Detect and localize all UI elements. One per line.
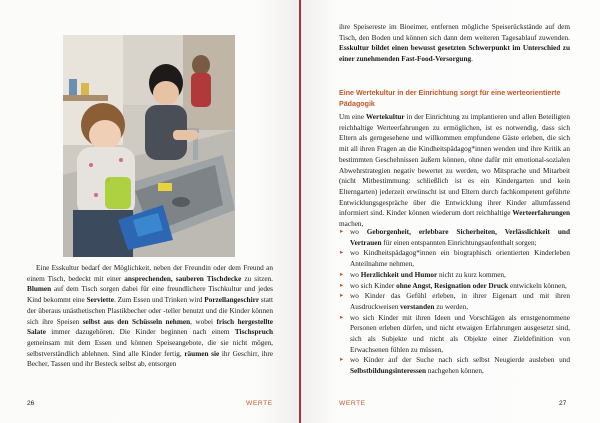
text-run: zu sitzen. bbox=[241, 274, 273, 283]
text-run: immer dazugehören. Die Kinder beginnen nach einem bbox=[45, 328, 235, 337]
page-number-right: 27 bbox=[559, 400, 567, 407]
text-run: wo Kinder auf der Suche nach sich selbst Neugierde ausleben und bbox=[350, 356, 570, 365]
text-run: ihre Speisereste im Bioeimer, entfernen mögliche Speiserückstände auf dem Tisch, den Boden und können sich dann dem weiteren Tagesablauf zuwenden. bbox=[339, 23, 570, 42]
bold-text-run: Wertekultur bbox=[365, 113, 405, 121]
bold-text-run: Serviette bbox=[86, 296, 114, 305]
text-run: wo sich Kinder mit ihren Ideen und Vorschlägen als ernstgenommene Personen erleben dürfen, und nicht etwaigen Erfahrungen ausgesetzt sind, sich als Subjekte und nicht als Objekte einer Zieldefinition von Erwachsenen fühlen zu müssen, bbox=[350, 313, 570, 354]
text-run: auf dem Tisch sorgen dabei für eine freundlichere Tischkultur und jedes Kind bekommt eine bbox=[27, 285, 273, 305]
bold-text-run: Werteerfahrungen bbox=[512, 209, 570, 218]
bold-text-run: räumen sie bbox=[184, 349, 220, 358]
text-run: machen, bbox=[339, 220, 364, 229]
bullet-item bbox=[339, 355, 570, 376]
text-run: in der Einrichtung zu implantieren und allen Beteiligten reichhaltige Werteerfahrungen zu ermöglichen, ist es notwendig, dass sich Eltern als gerngesehene und willkommen empfundene Gäste erleben, die sich mit all ihren Fragen an die Kindheitspädagog*innen wenden und ihre Kritik an bestimmten Geschehnissen äußern können, ohne dafür mit emotional-sozialen Abwehrstrategien negativ bewertet zu werden, wo Mitsprache und Mitarbeit (nicht Mitbestimmung: schließlich ist es ein Kindergarten und kein Elterngarten) jederzeit erwünscht ist und Eltern durch fachkompetent geführte Entwicklungsgespräche über die Entwicklung ihrer Kinder allumfassend informiert sind. Kinder können wiederum dort reichhaltige bbox=[339, 113, 570, 218]
section-label-right: WERTE bbox=[339, 400, 366, 407]
text-run: wo sich Kinder bbox=[350, 281, 397, 290]
text-run: . bbox=[471, 55, 473, 64]
bold-text-run: Esskultur bildet einen bewusst gesetzten Schwerpunkt im Unterschied zu einer zunehmenden Fast-Food-Versorgung bbox=[339, 44, 570, 64]
bullet-item bbox=[339, 313, 570, 356]
text-run: . Zum Essen und Trinken wird bbox=[113, 296, 205, 305]
values-bullet-list bbox=[339, 227, 570, 377]
bullet-item bbox=[339, 248, 570, 269]
bold-text-run: Selbstbildungsinteressen bbox=[350, 367, 427, 376]
text-run: wo Kinder das Gefühl erleben, in ihrer Eigenart und mit ihren Ausdruckweisen bbox=[350, 292, 570, 311]
text-run: entwickeln können, bbox=[508, 281, 567, 290]
left-body-paragraph bbox=[27, 263, 273, 370]
bold-text-run: Geborgenheit, erlebbare Sicherheiten, Verlässlichkeit und Vertrauen bbox=[350, 228, 570, 247]
text-run: nachgehen können, bbox=[426, 367, 484, 376]
bullet-item bbox=[339, 281, 570, 292]
right-top-paragraph bbox=[339, 22, 570, 65]
text-run: ihr Geschirr, ihre Becher, Tassen und ihr Besteck selbst ab, entsorgen bbox=[27, 349, 273, 369]
page-number-left: 26 bbox=[27, 400, 35, 407]
photo-children-washing-dishes bbox=[63, 35, 235, 257]
text-run: für einen entspannten Einrichtungsaufenthalt sorgen; bbox=[381, 238, 537, 247]
bold-text-run: Porzellangeschirr bbox=[204, 296, 260, 305]
left-page bbox=[0, 0, 299, 423]
bold-text-run: Herzlichkeit und Humor bbox=[360, 270, 438, 279]
text-run: statt der überaus unästhetischen Plastikbecher oder -teller benutzt und die Kinder können sich ihre Speisen bbox=[27, 296, 273, 326]
text-run: wo bbox=[350, 270, 361, 279]
bullet-item bbox=[339, 270, 570, 281]
text-run: Eine Esskultur bedarf der Möglichkeit, neben der Freundin oder dem Freund an einem Tisch, bedeckt mit einer bbox=[27, 264, 273, 283]
bold-text-run: frisch hergestellte Salate bbox=[27, 317, 274, 337]
text-run: Um eine bbox=[339, 113, 366, 121]
bold-text-run: verstanden bbox=[400, 302, 435, 311]
text-run: gemeinsam mit dem Essen und können Speiseangebote, die sie nicht mögen, selbstverständlich ablehnen. Sind alle Kinder fertig, bbox=[27, 338, 273, 358]
section-label-left: WERTE bbox=[246, 400, 273, 407]
bold-text-run: Blumen bbox=[27, 285, 52, 294]
right-mid-paragraph bbox=[339, 112, 570, 230]
text-run: , wobei bbox=[190, 317, 217, 326]
bullet-item bbox=[339, 291, 570, 312]
section-heading: Eine Wertekultur in der Einrichtung sorgt für eine werteorientierte Pädagogik bbox=[339, 89, 561, 108]
text-run: nicht zu kurz kommen, bbox=[437, 270, 506, 279]
bold-text-run: Tischspruch bbox=[234, 328, 273, 337]
bold-text-run: ansprechenden, sauberen Tischdecke bbox=[124, 274, 242, 283]
text-run: zu werden, bbox=[434, 302, 469, 311]
text-run: wo bbox=[350, 228, 367, 236]
bullet-item bbox=[339, 227, 570, 248]
bold-text-run: ohne Angst, Resignation oder Druck bbox=[396, 281, 509, 290]
text-run: wo Kindheitspädagog*innen ein biographisch orientierten Kinderleben Anteilnahme nehmen, bbox=[350, 249, 570, 269]
bold-text-run: selbst aus den Schüsseln nehmen bbox=[82, 317, 191, 326]
